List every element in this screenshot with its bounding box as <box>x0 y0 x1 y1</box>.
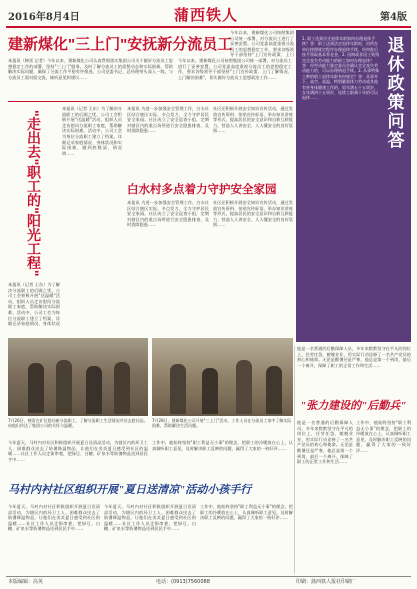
footer-print: 印刷：蒲西铁人报社印刷厂 <box>296 579 357 585</box>
article-community-body-c: 工作中，他始终坚持"职工利益无小事"的理念，把职工的冷暖放在心上，认真倾听职工意见，及时解决职工反映的问题，赢得了大家的一致好评…… <box>200 504 293 521</box>
photo-people-silhouette <box>86 366 102 414</box>
caption-left: 7月26日，韩雷在矿区慰问新分流职工，了解分流职工生活情况并送去慰问品，向他们传达了集团公司的关怀与温暖。 <box>8 418 148 428</box>
divider <box>8 101 293 102</box>
article-right-mid: 他是一名普通的后勤保障人员，多年来默默坚守在平凡的岗位上，任劳任怨，兢兢业业，用实际行动诠释了一名共产党员的初心和使命。无论是酷暑还是严寒，他总是第一个到岗、最后一个离开，保障了职工的正常工作和生活…… <box>297 346 411 368</box>
article-middle-top: 本报讯 为进一步加强安全管理工作，白水社区结合辖区实际，多点发力，全力守护居民安全家园。社区成立了安全巡查小组，定期对辖区内的重点场所进行安全隐患排查，及时消除隐患…… <box>127 106 209 134</box>
headline-main: 建新煤化"三上门"安抚新分流员工 <box>8 36 233 53</box>
photo-people-silhouette <box>56 360 72 414</box>
photo-people-silhouette <box>236 360 252 414</box>
column-divider <box>294 346 295 574</box>
sidebar-policy-text: 1. 职工达到法定退休年龄如何办理退休手续？答：职工达到法定退休年龄时，由所在单位按照规定程序办理退休手续，经审批后按月领取基本养老金。2. 因病或非因工致残完全丧失劳动能力的职工如何办理退休？答：经劳动能力鉴定委员会确认完全丧失劳动能力的，可以办理病退手续。3. 从事特殊工种的职工退休年龄有何规定？答：从事井下、高空、高温、特别繁重体力劳动或其他有害身体健康工作的，男年满五十五周岁，女年满四十五周岁，连续工龄满十年的可以退休…… <box>302 36 380 101</box>
photo-people-silhouette <box>28 363 44 413</box>
article-vertical-body: 本报讯（记者 王东）为了解决分流职工的后顾之忧，公司工会积极开展"送温暖"活动，组织人员走访慰问分流职工家庭，帮助解决实际困难。活动中，公司工会为每位分流职工建立了档案，详细记录家庭情况、身体状况和实际困难，做到底数清、情况明…… <box>62 106 122 156</box>
photo-visit-left <box>8 338 148 416</box>
article-community-body: 今年夏天，马村内衬社区积极组织开展夏日送清凉活动，为辖区内的环卫工人、困难群众送去了防暑降温物品，让他们在炎炎夏日感受到社区的温暖……社区工作人员走街串巷，把绿豆、白糖、矿泉水等防暑物品送到居民手中…… <box>8 504 100 532</box>
article-left-lower-b: 工作中，他始终坚持"职工利益无小事"的理念，把职工的冷暖放在心上，认真倾听职工意见，及时解决职工反映的问题，赢得了大家的一致好评…… <box>152 440 293 451</box>
photo-people-silhouette <box>266 366 282 414</box>
page-footer <box>6 576 411 587</box>
article-logistics-body: 他是一名普通的后勤保障人员，多年来默默坚守在平凡的岗位上，任劳任怨，兢兢业业，用实际行动诠释了一名共产党员的初心和使命。无论是酷暑还是严寒，他总是第一个到岗、最后一个离开，保障了职工的正常工作和生活…… <box>297 420 353 465</box>
sidebar-policy-box <box>296 30 411 342</box>
page-header <box>6 4 411 28</box>
footer-editor: 本版编辑：高英 <box>8 579 44 585</box>
vertical-title: "走出去"职工的"阳光工程" <box>26 110 42 277</box>
article-left-lower: 今年夏天，马村内衬社区积极组织开展夏日送清凉活动，为辖区内的环卫工人、困难群众送去了防暑降温物品，让他们在炎炎夏日感受到社区的温暖……社区工作人员走街串巷，把绿豆、白糖、矿泉水等防暑物品送到居民手中…… <box>8 440 148 462</box>
page-number: 第4版 <box>380 12 407 23</box>
sidebar-policy-title: 退休政策问答 <box>387 36 405 150</box>
article-middle-top-right: 社区还积极开展安全知识宣传活动，通过发放宣传资料、张贴宣传标语、举办知识讲座等形式，提高居民的安全意识和自救互救能力，营造人人讲安全、人人懂安全的良好氛围…… <box>213 106 293 134</box>
article-main-sidecol: 今年以来，建新煤化公司按照集团公司统一部署，对分流员工进行了妥善安置。公司党委高度重视分流员工的思想稳定工作，要求各级领导干部坚持"上门宣传政策、上门 <box>230 30 294 58</box>
photo-people-silhouette <box>170 364 186 414</box>
photo-people-silhouette <box>202 368 218 414</box>
article-safety-body: 本报讯 为进一步加强安全管理工作，白水社区结合辖区实际，多点发力，全力守护居民安全家园。社区成立了安全巡查小组，定期对辖区内的重点场所进行安全隐患排查，及时消除隐患…… <box>127 200 209 228</box>
headline-community: 马村内衬社区组织开展"夏日送清凉"活动小孩手行 <box>8 484 252 496</box>
article-main-body: 本报讯（韩雷 记者）今年以来，建新煤化公司认真贯彻落实集团公司关于做好分流员工思想稳定工作的部署，坚持"三上门"服务，及时了解分流员工的思想动态和实际困难，帮助解决实际问题，确保了分流工作平稳有序推进。公司党委书记、总经理带头深入一线，与分流员工面对面交流，倾听意见和建议…… <box>8 58 173 80</box>
photo-people-silhouette <box>114 362 130 414</box>
issue-date: 2016年8月4日 <box>8 12 80 23</box>
article-safety-body-cont: 社区还积极开展安全知识宣传活动，通过发放宣传资料、张贴宣传标语、举办知识讲座等形式，提高居民的安全意识和自救互救能力，营造人人讲安全、人人懂安全的良好氛围…… <box>213 200 293 228</box>
headline-logistics: "张力建设的"后勤兵" <box>300 400 407 412</box>
headline-safety: 白水村多点着力守护安全家园 <box>127 184 277 196</box>
article-vertical-body-cont: 本报讯（记者 王东）为了解决分流职工的后顾之忧，公司工会积极开展"送温暖"活动，组织人员走访慰问分流职工家庭，帮助解决实际困难。活动中，公司工会为每位分流职工建立了档案，详细记录家庭情况、身体状况 <box>8 282 60 327</box>
caption-right: 7月28日，建新煤化公司开展"三上门"活动，工作人员在分流员工家中了解实际困难，帮助解决生活问题。 <box>152 418 292 428</box>
article-main-body-cont: 今年以来，建新煤化公司按照集团公司统一部署，对分流员工进行了妥善安置。公司党委高度重视分流员工的思想稳定工作，要求各级领导干部坚持"上门宣传政策、上门了解情况、上门解决困难"，切实做好分流员工思想政治工作…… <box>178 58 292 80</box>
masthead: 蒲西铁人 <box>174 6 239 24</box>
photo-visit-right <box>152 338 293 416</box>
article-logistics-body-cont: 工作中，他始终坚持"职工利益无小事"的理念，把职工的冷暖放在心上，认真倾听职工意见，及时解决职工反映的问题，赢得了大家的一致好评…… <box>356 420 411 453</box>
article-community-body-b: 今年夏天，马村内衬社区积极组织开展夏日送清凉活动，为辖区内的环卫工人、困难群众送去了防暑降温物品，让他们在炎炎夏日感受到社区的温暖……社区工作人员走街串巷，把绿豆、白糖、矿泉水等防暑物品送到居民手中…… <box>104 504 196 532</box>
footer-phone: 电话：(0913)7560088 <box>156 579 210 585</box>
